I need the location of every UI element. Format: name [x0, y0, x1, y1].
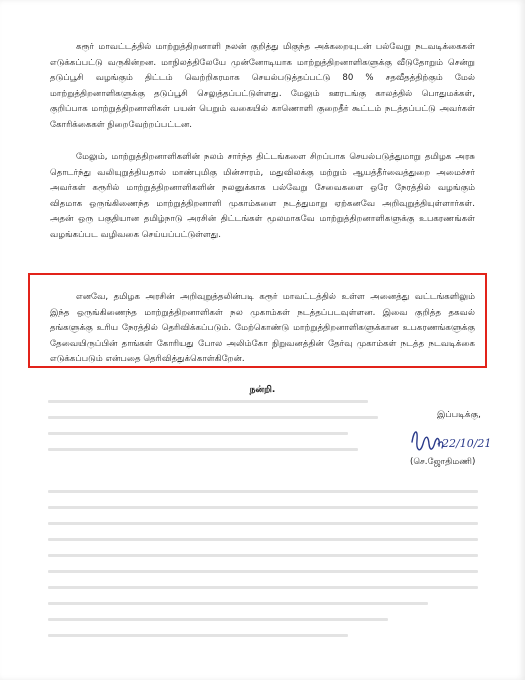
- thanks-text: நன்றி.: [249, 385, 276, 395]
- closing-text: இப்படிக்கு,: [437, 410, 481, 420]
- paragraph-2: மேலும், மாற்றுத்திறனாளிகளின் நலம் சார்ந்த திட்டங்களை சிறப்பாக செயல்படுத்துமாறு தமிழக அரசு தொடர்ந்து வலியுறுத்தியதால் மாண்புமிகு மின்சாரம், மதுவிலக்கு மற்றும் ஆயத்தீர்வைத்துறை அமைச்சர் அவர்கள் கரூரில் மாற்றுத்திறனாளிகளின் நலனுக்காக பல்வேறு சேவைகளை ஒரே நேரத்தில் வழங்கும் விதமாக ஒருங்கிணைந்த மாற்றுத்திறனாளி முகாம்களை நடத்துமாறு ஏற்கனவே அறிவுறுத்தியுள்ளார்கள். அதன் ஒரு பகுதியான தமிழ்நாடு அரசின் திட்டங்கள் மூலமாகவே மாற்றுத்திறனாளிகளுக்கு உபகரணங்கள் வழங்கப்பட வழிவகை செய்யப்பட்டுள்ளது.: [50, 152, 475, 240]
- signer-name: (செ.ஜோதிமணி): [410, 457, 476, 467]
- paragraph-3-highlighted: எனவே, தமிழக அரசின் அறிவுறுத்தலின்படி கரூர் மாவட்டத்தில் உள்ள அனைத்து வட்டங்களிலும் இந்த ஒருங்கிணைந்த மாற்றுத்திறனாளிகள் நல முகாம்கள் நடத்தப்படவுள்ளன. இவை குறித்த தகவல் தங்களுக்கு உரிய நேரத்தில் தெரிவிக்கப்படும். மேற்கொண்டு மாற்றுத்திறனாளிகளுக்கான உபகரணங்களுக்கு தேவையிருப்பின் தாங்கள் கோரியது போல அலிம்கோ நிறுவனத்தின் தேர்வு முகாம்கள் நடத்த நடவடிக்கை எடுக்கப்படும் என்பதை தெரிவித்துக்கொள்கிறேன்.: [50, 292, 475, 364]
- signature-date: 22/10/21: [442, 437, 492, 450]
- paragraph-1: கரூர் மாவட்டத்தில் மாற்றுத்திறனாளி நலன் குறித்து மிகுந்த அக்கறையுடன் பல்வேறு நடவடிக்கைகள் எடுக்கப்பட்டு வருகின்றன. மாநிலத்திலேயே முன்னோடியாக மாற்றுத்திறனாளிகளுக்கு வீடுதோறும் சென்று தடுப்பூசி வழங்கும் திட்டம் வெற்றிகரமாக செயல்படுத்தப்பட்டு 80 % சதவீதத்திற்கும் மேல் மாற்றுத்திறனாளிகளுக்கு தடுப்பூசி செலுத்தப்பட்டுள்ளது. மேலும் ஊரடங்கு காலத்தில் பொதுமக்கள், குறிப்பாக மாற்றுத்திறனாளிகள் பயன் பெறும் வகையில் காணொளி குறைதீர் கூட்டம் நடத்தப்பட்டு அவர்கள் கோரிக்கைகள் நிறைவேற்றப்பட்டன.: [50, 42, 475, 130]
